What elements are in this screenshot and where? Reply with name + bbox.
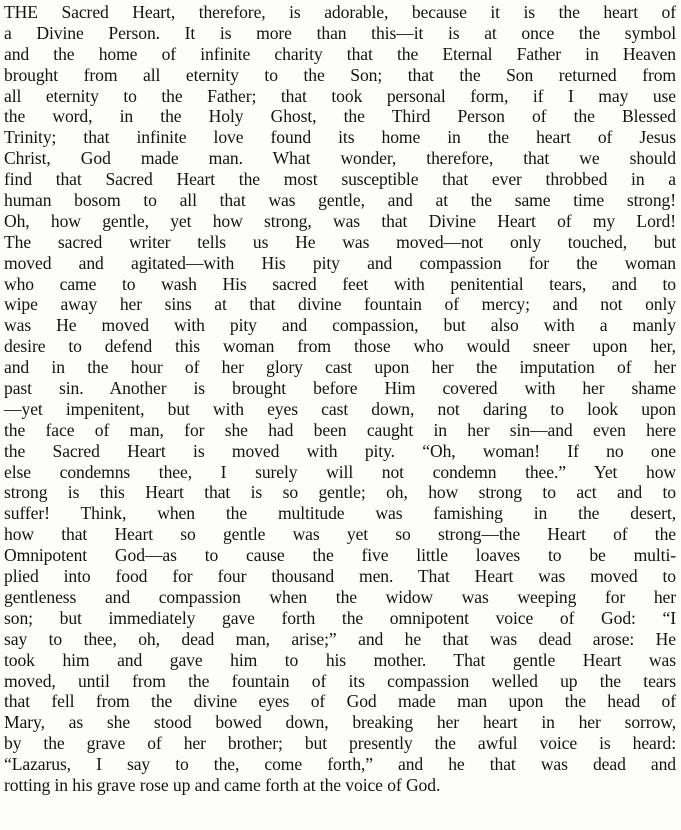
- text-line: was He moved with pity and compassion, but also with a manly: [4, 315, 676, 336]
- text-line: Trinity; that infinite love found its home in the heart of Jesus: [4, 127, 676, 148]
- text-line: moved, until from the fountain of its compassion welled up the tears: [4, 670, 676, 691]
- text-line: find that Sacred Heart the most susceptible that ever throbbed in a: [4, 169, 676, 190]
- text-line: gentleness and compassion when the widow was weeping for her: [4, 586, 676, 607]
- text-line: how that Heart so gentle was yet so strong—the Heart of the: [4, 524, 676, 545]
- text-line: Christ, God made man. What wonder, therefore, that we should: [4, 148, 676, 169]
- text-line: the word, in the Holy Ghost, the Third Person of the Blessed: [4, 106, 676, 127]
- text-line: Oh, how gentle, yet how strong, was that Divine Heart of my Lord!: [4, 210, 676, 231]
- text-line: else condemns thee, I surely will not condemn thee.” Yet how: [4, 461, 676, 482]
- text-line: strong is this Heart that is so gentle; oh, how strong to act and to: [4, 482, 676, 503]
- text-line: the Sacred Heart is moved with pity. “Oh, woman! If no one: [4, 440, 676, 461]
- text-line: —yet impenitent, but with eyes cast down, not daring to look upon: [4, 398, 676, 419]
- text-line: Mary, as she stood bowed down, breaking her heart in her sorrow,: [4, 712, 676, 733]
- text-line: all eternity to the Father; that took personal form, if I may use: [4, 85, 676, 106]
- text-line: the face of man, for she had been caught in her sin—and even here: [4, 419, 676, 440]
- article-column: [4, 2, 676, 796]
- text-line: wipe away her sins at that divine fountain of mercy; and not only: [4, 294, 676, 315]
- text-line: say to thee, oh, dead man, arise;” and he that was dead arose: He: [4, 628, 676, 649]
- text-line: that fell from the divine eyes of God made man upon the head of: [4, 691, 676, 712]
- text-line: and in the hour of her glory cast upon her the imputation of her: [4, 357, 676, 378]
- text-line: a Divine Person. It is more than this—it is at once the symbol: [4, 22, 676, 43]
- text-line: human bosom to all that was gentle, and at the same time strong!: [4, 190, 676, 211]
- text-line: moved and agitated—with His pity and compassion for the woman: [4, 252, 676, 273]
- text-line: took him and gave him to his mother. That gentle Heart was: [4, 649, 676, 670]
- text-line: plied into food for four thousand men. That Heart was moved to: [4, 566, 676, 587]
- text-line: and the home of infinite charity that the Eternal Father in Heaven: [4, 43, 676, 64]
- text-line: son; but immediately gave forth the omnipotent voice of God: “I: [4, 607, 676, 628]
- text-line: brought from all eternity to the Son; that the Son returned from: [4, 64, 676, 85]
- text-line: desire to defend this woman from those who would sneer upon her,: [4, 336, 676, 357]
- text-line: THE Sacred Heart, therefore, is adorable, because it is the heart of: [4, 2, 676, 22]
- text-line: rotting in his grave rose up and came forth at the voice of God.: [4, 774, 441, 795]
- text-line: who came to wash His sacred feet with penitential tears, and to: [4, 273, 676, 294]
- text-line: Omnipotent God—as to cause the five little loaves to be multi-: [4, 545, 676, 566]
- text-line: “Lazarus, I say to the, come forth,” and he that was dead and: [4, 754, 676, 775]
- text-line: suffer! Think, when the multitude was famishing in the desert,: [4, 503, 676, 524]
- text-line: by the grave of her brother; but presently the awful voice is heard:: [4, 733, 676, 754]
- text-line: past sin. Another is brought before Him covered with her shame: [4, 378, 676, 399]
- text-line: The sacred writer tells us He was moved—not only touched, but: [4, 231, 676, 252]
